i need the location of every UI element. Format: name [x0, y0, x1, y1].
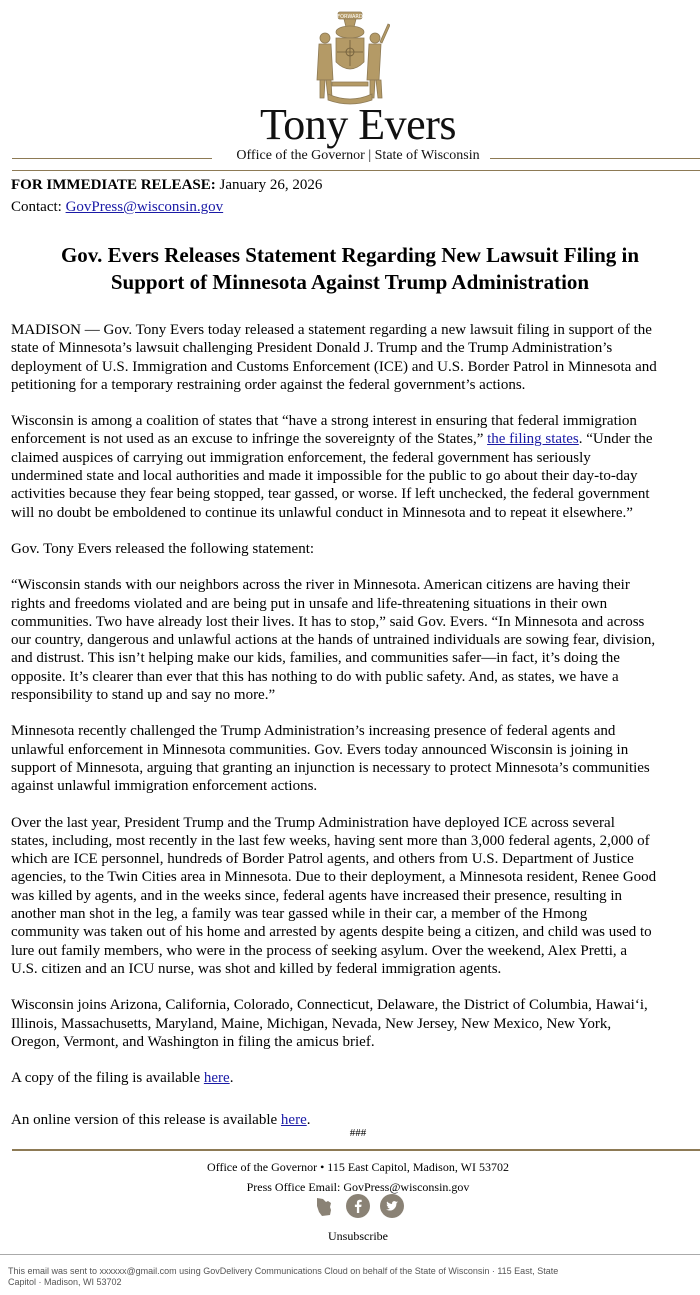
text-line: “Wisconsin stands with our neighbors across the river in Minnesota. American citizens are having their	[11, 577, 630, 594]
headline	[12, 242, 688, 296]
text-line-with-link	[11, 1069, 700, 1087]
fine-print	[8, 1266, 648, 1288]
online-version-link[interactable]: here	[280, 1112, 307, 1129]
text-line: was killed by agents, and in the weeks since, federal agents have increased their presence, resulting in	[11, 887, 623, 904]
text-line: petitioning for a temporary restraining order against the federal government’s actions.	[11, 376, 526, 393]
text-line: MADISON — Gov. Tony Evers today released a statement regarding a new lawsuit filing in support of the	[11, 322, 652, 338]
release-date: January 26, 2026	[219, 177, 323, 193]
facebook-icon[interactable]	[346, 1194, 370, 1218]
filing-copy-link[interactable]: here	[203, 1070, 230, 1087]
headline-line-1: Gov. Evers Releases Statement Regarding New Lawsuit Filing in	[60, 243, 640, 267]
release-meta	[11, 174, 322, 218]
text-line: state of Minnesota’s lawsuit challenging President Donald J. Trump and the Trump Administration’s	[11, 340, 613, 357]
header-bottom-rule	[12, 170, 700, 171]
headline-line-2: Support of Minnesota Against Trump Administration	[110, 270, 590, 294]
unsubscribe-line	[0, 1228, 700, 1244]
office-address: Office of the Governor • 115 East Capitol, Madison, WI 53702	[207, 1160, 509, 1174]
press-email: GovPress@wisconsin.gov	[343, 1180, 470, 1194]
social-links	[0, 1194, 700, 1222]
text-line: U.S. citizen and an ICU nurse, was shot and killed by federal immigration agents.	[11, 960, 502, 977]
text-segment: enforcement is not used as an excuse to infringe the sovereignty of the States,”	[11, 431, 484, 448]
text-line: agencies, to the Twin Cities area in Minnesota. Due to their deployment, a Minnesota resident, Renee Good	[11, 869, 657, 886]
text-line: community was taken out of his home and arrested by agents despite being a citizen, and child was used to	[11, 924, 652, 941]
text-line: communities. Two have already lost their lives. It has to stop,” said Gov. Evers. “In Minnesota and across	[11, 613, 645, 630]
text-line: Wisconsin joins Arizona, California, Colorado, Connecticut, Delaware, the District of Columbia, Hawai‘i,	[11, 997, 648, 1014]
text-line: lure out family members, who were in the process of seeking asylum. Over the weekend, Alex Pretti, a	[11, 942, 628, 959]
seal-banner-text: FORWARD	[337, 14, 363, 20]
text-line-with-link	[11, 430, 700, 448]
text-line: responsibility to stand up and say no more.”	[11, 687, 276, 704]
text-line: rights and freedoms violated and are being put in unsafe and life-threatening situations in their own	[11, 595, 608, 612]
filing-states-link[interactable]: the filing states	[487, 431, 579, 448]
text-line: claimed auspices of carrying out immigration enforcement, the federal government has seriously	[11, 449, 591, 466]
footer-rule	[12, 1149, 700, 1151]
text-line: activities because they fear being stopped, tear gassed, or worse. If left unchecked, the federal government	[11, 486, 650, 503]
text-line: Gov. Tony Evers released the following statement:	[11, 540, 315, 557]
text-segment: . “Under the	[578, 431, 653, 448]
text-segment: A copy of the filing is available	[11, 1070, 201, 1087]
fine-print-rule	[0, 1254, 700, 1255]
office-name: Office of the Governor	[236, 148, 365, 163]
text-segment: .	[306, 1112, 311, 1129]
release-body	[11, 321, 700, 1148]
paragraph-filing-copy	[11, 1069, 700, 1087]
wisconsin-seal-logo	[310, 8, 390, 108]
fine-print-line-2: Capitol · Madison, WI 53702	[8, 1277, 122, 1287]
paragraph-background	[11, 814, 700, 979]
text-line: Over the last year, President Trump and the Trump Administration have deployed ICE across several	[11, 814, 615, 831]
email-header	[0, 0, 700, 170]
text-line: Wisconsin is among a coalition of states that “have a strong interest in ensuring that federal immigration	[11, 413, 637, 430]
text-line: Oregon, Vermont, and Washington in filing the amicus brief.	[11, 1033, 375, 1050]
paragraph-statement-intro	[11, 540, 700, 558]
text-line: deployment of U.S. Immigration and Customs Enforcement (ICE) and U.S. Border Patrol in Minnesota and	[11, 358, 657, 375]
paragraph-states-list	[11, 996, 700, 1051]
text-line: another man shot in the leg, a family was tear gassed while in their car, a member of the Hmong	[11, 906, 588, 923]
text-line: Minnesota recently challenged the Trump Administration’s increasing presence of federal agents and	[11, 723, 616, 740]
text-line: which are ICE personnel, hundreds of Border Patrol agents, and others from U.S. Department of Justice	[11, 851, 634, 868]
text-line: Illinois, Massachusetts, Maryland, Maine, Michigan, Nevada, New Jersey, New Mexico, New York,	[11, 1015, 612, 1032]
contact-label: Contact:	[11, 199, 62, 215]
office-subtitle	[0, 148, 700, 164]
text-segment: .	[229, 1070, 234, 1087]
text-line: states, including, most recently in the last few weeks, having sent more than 3,000 federal agents, 2,000 of	[11, 832, 650, 849]
contact-line	[11, 196, 322, 218]
text-line: against unlawful immigration enforcement actions.	[11, 778, 318, 795]
governor-name: Tony Evers	[260, 100, 456, 149]
text-line: and distrust. This isn’t helping make our kids, families, and communities safer—in fact, it’s doing the	[11, 650, 620, 667]
contact-email-link[interactable]: GovPress@wisconsin.gov	[65, 199, 224, 215]
text-segment: An online version of this release is available	[11, 1112, 278, 1129]
release-date-line	[11, 174, 322, 196]
unsubscribe-link[interactable]: Unsubscribe	[328, 1229, 388, 1243]
paragraph-coalition	[11, 412, 700, 522]
press-email-label: Press Office Email:	[246, 1180, 341, 1194]
text-line: support of Minnesota, arguing that granting an injunction is necessary to protect Minnesota’s communities	[11, 759, 650, 776]
release-label: FOR IMMEDIATE RELEASE:	[11, 177, 216, 193]
end-mark: ###	[349, 1127, 367, 1139]
footer-contact	[0, 1157, 700, 1197]
paragraph-minnesota	[11, 722, 700, 795]
paragraph-quote	[11, 576, 700, 704]
text-line: our country, dangerous and unlawful actions at the hands of untrained individuals are sowing fear, division,	[11, 632, 656, 649]
text-line: will no doubt be emboldened to continue its unlawful conduct in Minnesota and to repeat it elsewhere.”	[11, 504, 633, 521]
paragraph-intro	[11, 321, 700, 394]
text-line: opposite. It’s clearer than ever that this has nothing to do with public safety. And, as states, we have a	[11, 668, 619, 685]
state-name: State of Wisconsin	[374, 148, 480, 163]
wisconsin-state-icon[interactable]	[312, 1194, 336, 1218]
divider-bar: |	[368, 148, 375, 163]
twitter-icon[interactable]	[380, 1194, 404, 1218]
text-line: undermined state and local authorities and made it impossible for the public to go about their day-to-day	[11, 468, 638, 485]
fine-print-line-1: This email was sent to xxxxxx@gmail.com using GovDelivery Communications Cloud on behalf of the State of Wisconsin · 115 East, State	[8, 1266, 559, 1276]
text-line: unlawful enforcement in Minnesota communities. Gov. Evers today announced Wisconsin is joining in	[11, 741, 629, 758]
